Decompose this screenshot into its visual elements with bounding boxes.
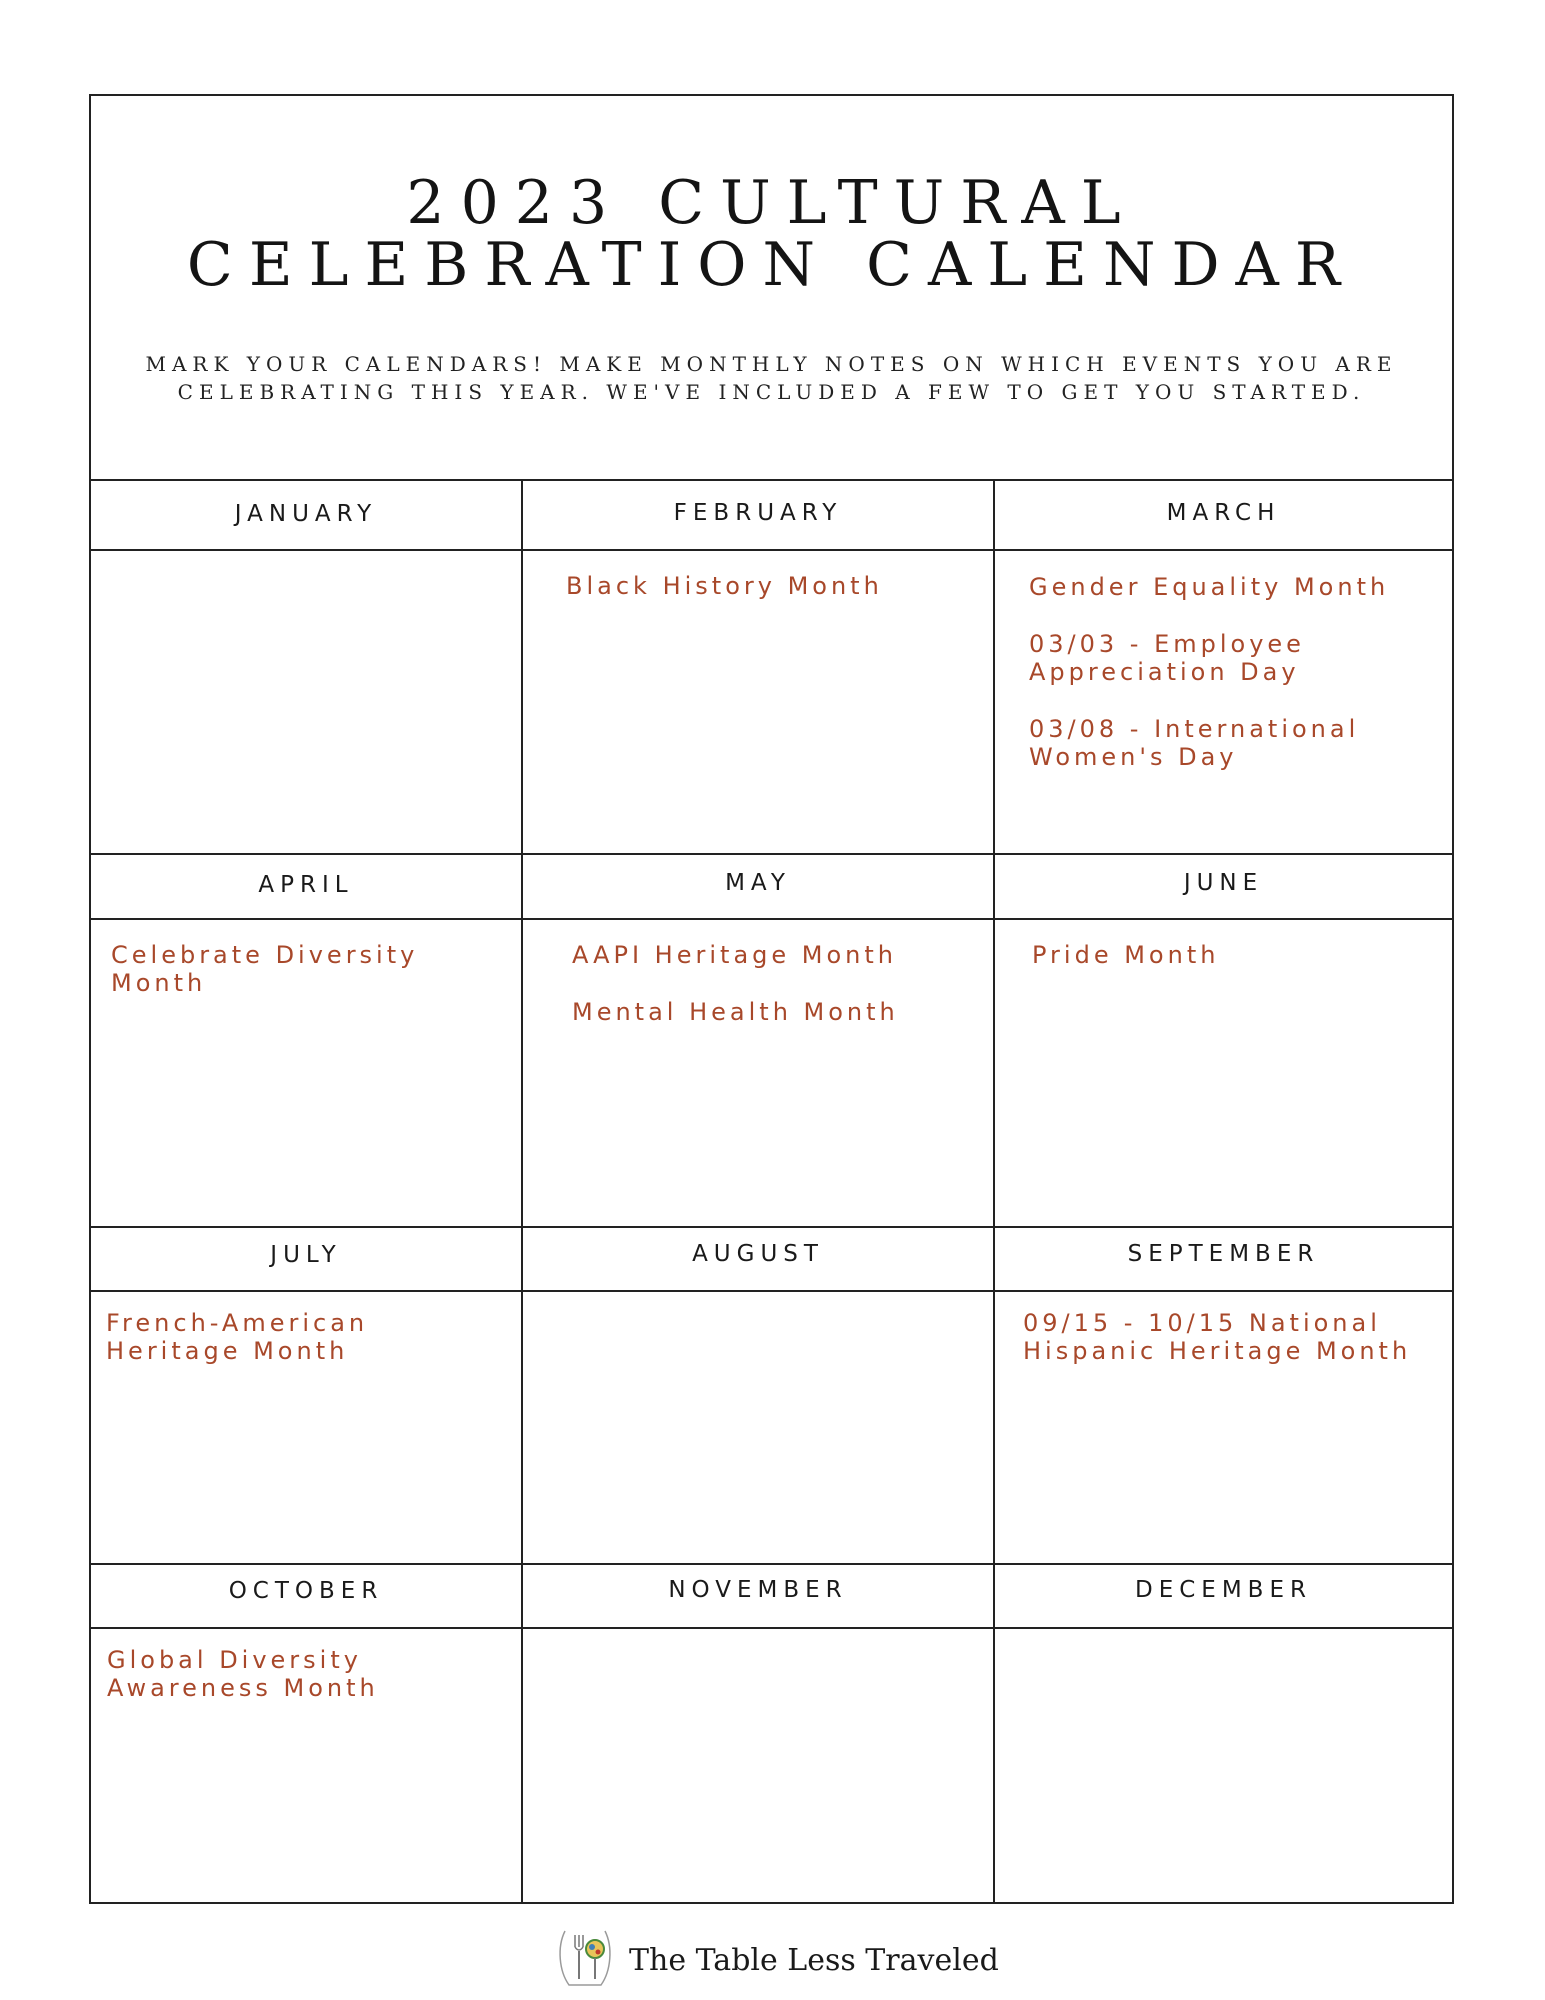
grid-line bbox=[91, 1290, 1452, 1292]
event-item: Mental Health Month bbox=[572, 998, 899, 1026]
month-june: JUNE bbox=[1183, 870, 1264, 896]
grid-line bbox=[91, 853, 1452, 855]
month-september: SEPTEMBER bbox=[1127, 1241, 1320, 1267]
month-december: DECEMBER bbox=[1135, 1577, 1312, 1603]
events-june bbox=[1032, 941, 1442, 998]
month-may: MAY bbox=[725, 870, 791, 896]
month-november: NOVEMBER bbox=[668, 1577, 848, 1603]
event-item: 03/03 - Employee Appreciation Day bbox=[1029, 630, 1305, 686]
brand-name: The Table Less Traveled bbox=[629, 1942, 999, 1978]
grid-line bbox=[993, 479, 995, 1904]
events-may bbox=[572, 941, 982, 1055]
grid-line bbox=[91, 918, 1452, 920]
month-march: MARCH bbox=[1166, 500, 1281, 526]
grid-line bbox=[91, 479, 1452, 481]
fork-knife-globe-icon bbox=[555, 1927, 617, 1994]
events-july bbox=[106, 1309, 486, 1394]
grid-line bbox=[521, 479, 523, 1904]
month-august: AUGUST bbox=[692, 1241, 824, 1267]
event-item: Celebrate Diversity Month bbox=[111, 941, 419, 997]
title-line-1: 2023 CULTURAL bbox=[406, 168, 1137, 238]
grid-line bbox=[91, 1627, 1452, 1629]
event-item: Pride Month bbox=[1032, 941, 1220, 969]
page-subtitle: MARK YOUR CALENDARS! MAKE MONTHLY NOTES ON WHICH EVENTS YOU ARE CELEBRATING THIS YEAR. WE'VE INCLUDED A FEW TO GET YOU STARTED. bbox=[145, 352, 1398, 404]
events-september bbox=[1023, 1309, 1443, 1394]
grid-line bbox=[91, 1226, 1452, 1228]
event-item: 09/15 - 10/15 National Hispanic Heritage Month bbox=[1023, 1309, 1412, 1365]
month-february: FEBRUARY bbox=[673, 500, 843, 526]
event-item: 03/08 - International Women's Day bbox=[1029, 715, 1360, 771]
month-april: APRIL bbox=[258, 872, 354, 898]
title-line-2: CELEBRATION CALENDAR bbox=[186, 230, 1357, 300]
event-item: French-American Heritage Month bbox=[106, 1309, 369, 1365]
event-item: Gender Equality Month bbox=[1029, 573, 1390, 601]
event-item: Global Diversity Awareness Month bbox=[107, 1646, 379, 1702]
footer-brand bbox=[555, 1928, 999, 1992]
grid-line bbox=[91, 1563, 1452, 1565]
month-january: JANUARY bbox=[234, 501, 378, 527]
page-title bbox=[91, 168, 1452, 300]
events-october bbox=[107, 1646, 487, 1731]
events-february bbox=[566, 572, 976, 629]
grid-line bbox=[91, 549, 1452, 551]
calendar-frame bbox=[89, 94, 1454, 1904]
events-april bbox=[111, 941, 491, 1026]
event-item: AAPI Heritage Month bbox=[572, 941, 897, 969]
month-july: JULY bbox=[270, 1242, 342, 1268]
event-item: Black History Month bbox=[566, 572, 883, 600]
events-march bbox=[1029, 573, 1439, 800]
month-october: OCTOBER bbox=[228, 1578, 384, 1604]
